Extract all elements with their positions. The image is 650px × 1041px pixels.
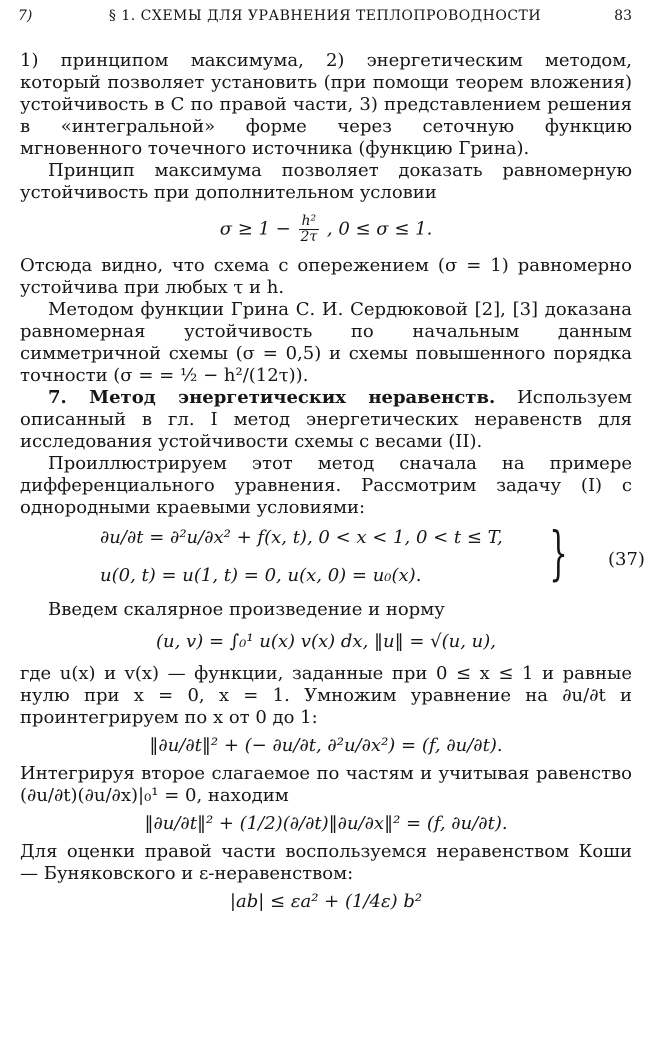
- formula-stability-condition: [20, 214, 632, 245]
- section-text: Используем описанный в гл. I метод энергетических неравенств для исследования устойчивости схемы с весами (II).: [20, 387, 632, 452]
- paragraph-illustration: Проиллюстрируем этот метод сначала на примере дифференциального уравнения. Рассмотрим задачу (I) с однородными краевыми условиями:: [20, 453, 632, 518]
- formula-part: σ ≥ 1 −: [219, 218, 291, 240]
- header-left-mark: 7): [18, 8, 33, 24]
- system-row-1: ∂u/∂t = ∂²u/∂x² + f(x, t), 0 < x < 1, 0 < t ≤ T,: [100, 527, 503, 548]
- paragraph-inner-product: Введем скалярное произведение и норму: [48, 599, 445, 620]
- system-row-2: u(0, t) = u(1, t) = 0, u(x, 0) = u₀(x).: [100, 565, 422, 586]
- paragraph-green-function: Методом функции Грина С. И. Сердюковой [2], [3] доказана равномерная устойчивость по начальным данным симметричной схемы (σ = 0,5) и схемы повышенного порядка точности (σ = = ½ − h²/(12τ)).: [20, 299, 632, 386]
- page-header: [18, 8, 632, 30]
- paragraph-functions: где u(x) и v(x) — функции, заданные при 0 ≤ x ≤ 1 и равные нулю при x = 0, x = 1. Умножим уравнение на ∂u/∂t и проинтегрируем по x от 0 до 1:: [20, 663, 632, 728]
- paragraph-methods: 1) принципом максимума, 2) энергетическим методом, который позволяет установить (при помощи теорем вложения) устойчивость в C по правой части, 3) представлением решения в «интегральной» форме через сеточную функцию мгновенного точечного источника (функцию Грина).: [20, 50, 632, 159]
- paragraph-integration: Интегрируя второе слагаемое по частям и учитывая равенство (∂u/∂t)(∂u/∂x)|₀¹ = 0, находим: [20, 763, 632, 806]
- page-number: 83: [614, 8, 632, 24]
- formula-epsilon-inequality: |ab| ≤ εa² + (1/4ε) b²: [229, 891, 423, 912]
- formula-energy-identity: ‖∂u/∂t‖² + (− ∂u/∂t, ∂²u/∂x²) = (f, ∂u/∂t).: [149, 735, 503, 756]
- paragraph-energy-method: [20, 387, 632, 453]
- formula-energy-result: ‖∂u/∂t‖² + (1/2)(∂/∂t)‖∂u/∂x‖² = (f, ∂u/∂t).: [144, 813, 508, 834]
- formula-inner-product: (u, v) = ∫₀¹ u(x) v(x) dx, ‖u‖ = √(u, u),: [155, 631, 496, 652]
- fraction-numerator: h²: [299, 214, 320, 230]
- equation-system-37: [100, 519, 645, 591]
- formula-part: , 0 ≤ σ ≤ 1.: [326, 218, 433, 240]
- equation-number: (37): [608, 549, 645, 570]
- fraction: [299, 214, 320, 245]
- paragraph-conclusion: Отсюда видно, что схема с опережением (σ = 1) равномерно устойчива при любых τ и h.: [20, 255, 632, 298]
- running-title: § 1. СХЕМЫ ДЛЯ УРАВНЕНИЯ ТЕПЛОПРОВОДНОСТИ: [108, 8, 542, 24]
- section-heading: 7. Метод энергетических неравенств.: [48, 387, 496, 408]
- fraction-denominator: 2τ: [300, 229, 318, 245]
- paragraph-cauchy: Для оценки правой части воспользуемся неравенством Коши — Буняковского и ε-неравенством:: [20, 841, 632, 884]
- right-brace: }: [549, 519, 568, 587]
- paragraph-max-principle: Принцип максимума позволяет доказать равномерную устойчивость при дополнительном условии: [20, 160, 632, 203]
- page-body: [20, 50, 645, 919]
